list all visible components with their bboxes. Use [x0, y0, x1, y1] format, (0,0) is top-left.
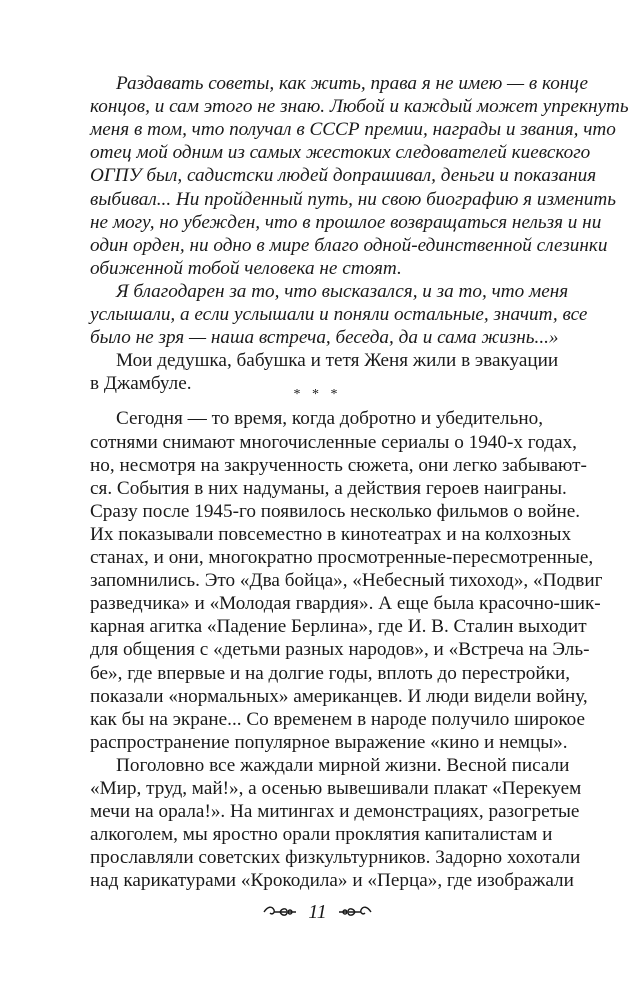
body-line: Сегодня — то время, когда добротно и убедительно,: [116, 408, 543, 430]
quote-line: обиженной тобой человека не стоят.: [90, 257, 402, 279]
body-line: распространение популярное выражение «кино и немцы».: [90, 731, 568, 753]
page-number: 11: [308, 900, 327, 923]
body-line: Мои дедушка, бабушка и тетя Женя жили в эвакуации: [116, 350, 559, 372]
quote-line: меня в том, что получал в СССР премии, награды и звания, что: [90, 119, 616, 141]
quote-line: не могу, но убежден, что в прошлое возвращаться нельзя и ни: [90, 211, 602, 233]
quote-line: услышали, а если услышали и поняли остальные, значит, все: [90, 304, 588, 325]
body-line: Сразу после 1945-го появилось несколько фильмов о войне.: [90, 500, 581, 522]
quote-line: один орден, ни одно в мире благо одной-единственной слезинки: [90, 234, 608, 256]
quote-line: выбивал... Ни пройденный путь, ни свою биографию я изменить: [90, 188, 616, 210]
body-line: запомнились. Это «Два бойца», «Небесный тихоход», «Подвиг: [90, 570, 603, 592]
body-line: над карикатурами «Крокодила» и «Перца», где изображали: [90, 870, 574, 892]
body-line: карная агитка «Падение Берлина», где И. В. Сталин выходит: [90, 616, 587, 638]
quote-line: Я благодарен за то, что высказался, и за то, что меня: [116, 280, 569, 302]
quote-line: ОГПУ был, садистски людей допрашивал, деньги и показания: [90, 165, 597, 187]
fleuron-left-icon: [262, 903, 298, 921]
body-line: как бы на экране... Со временем в народе получило широкое: [90, 708, 586, 730]
page-footer: [0, 897, 635, 927]
body-line: «Мир, труд, май!», а осенью вывешивали плакат «Перекуем: [90, 778, 582, 799]
body-line: станах, и они, многократно просмотренные-пересмотренные,: [90, 547, 594, 568]
quote-line: Раздавать советы, как жить, права я не имею — в конце: [116, 73, 588, 94]
body-line: показали «нормальных» американцев. И люди видели войну,: [90, 685, 588, 707]
section-separator: * * *: [293, 387, 342, 403]
body-line: разведчика» и «Молодая гвардия». А еще была красочно-шик-: [90, 593, 601, 615]
body-line: для общения с «детьми разных народов», и «Встреча на Эль-: [90, 639, 590, 661]
body-line: алкоголем, мы яростно орали проклятия капиталистам и: [90, 824, 553, 846]
body-line: прославляли советских физкультурников. Задорно хохотали: [90, 847, 581, 869]
body-line: в Джамбуле.: [90, 373, 192, 395]
quote-line: отец мой одним из самых жестоких следователей киевского: [90, 142, 591, 164]
body-line: мечи на орала!». На митингах и демонстрациях, разогретые: [90, 801, 580, 823]
fleuron-right-icon: [337, 903, 373, 921]
quote-line: было не зря — наша встреча, беседа, да и сама жизнь...»: [90, 327, 559, 349]
body-line: сотнями снимают многочисленные сериалы о 1940-х годах,: [90, 431, 577, 453]
body-line: ся. События в них надуманы, а действия героев наиграны.: [90, 477, 567, 499]
body-line: Поголовно все жаждали мирной жизни. Весной писали: [116, 754, 570, 776]
quote-line: концов, и сам этого не знаю. Любой и каждый может упрекнуть: [90, 96, 629, 118]
body-line: но, несмотря на закрученность сюжета, они легко забывают-: [90, 454, 587, 476]
body-line: Их показывали повсеместно в кинотеатрах и на колхозных: [90, 523, 572, 545]
body-line: бе», где впервые и на долгие годы, вплоть до перестройки,: [90, 662, 571, 684]
